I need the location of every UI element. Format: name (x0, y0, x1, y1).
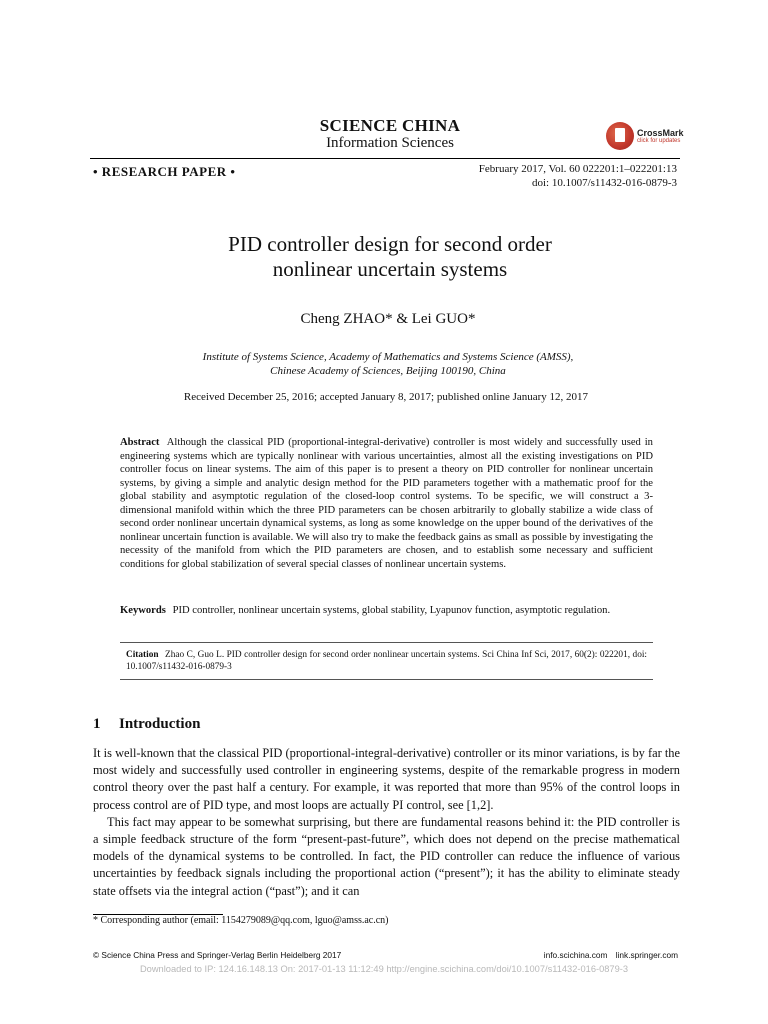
body-text (93, 745, 680, 900)
crossmark-badge[interactable] (606, 122, 684, 150)
abstract (120, 436, 653, 571)
paragraph-2: This fact may appear to be somewhat surprising, but there are fundamental reasons behind it: the PID controller is a simple feedback structure of the form “present-past-future”, which does not depend on the precise mathematical models of the dynamical systems to be controlled. In fact, the PID controller can reduce the influence of various uncertainties by feedback signals including the proportional action (“present”); it has the ability to eliminate steady state offsets via the integral action (“past”); and it can (93, 814, 680, 898)
journal-subtitle: Information Sciences (326, 135, 454, 151)
keywords-label: Keywords (120, 605, 166, 616)
publication-doi[interactable]: doi: 10.1007/s11432-016-0879-3 (531, 177, 677, 189)
abstract-text: Although the classical PID (proportional-integral-derivative) controller is most widely and successfully used in engineering systems which are typically nonlinear with various uncertainties, almost all the existing investigations on PID controller focus on linear systems. The aim of this paper is to present a theory on PID controller for nonlinear uncertain systems, by giving a simple and analytic design method for the PID parameters together with a mathematic proof for the global stability and asymptotic regulation of the closed-loop control systems. To be specific, we will construct a 3-dimensional manifold within which the three PID parameters can be chosen arbitrarily to globally stabilize a wide class of second order nonlinear uncertain dynamical systems, as long as some knowledge on the upper bound of the derivatives of the nonlinear uncertain function is available. We will also try to make the feedback gains as small as possible by investigating the necessity of the manifold from which the PID parameters are chosen, and to establish some necessary and sufficient conditions for global stabilization of several special classes of nonlinear uncertain systems. (120, 437, 653, 570)
section-number: 1 (93, 716, 101, 732)
keywords (120, 604, 653, 618)
section-heading (93, 716, 200, 733)
received-dates: Received December 25, 2016; accepted January 8, 2017; published online January 12, 2017 (183, 391, 589, 403)
paragraph-1: It is well-known that the classical PID (proportional-integral-derivative) controller or its minor variations, is by far the most widely and successfully used controller in engineering systems, despite of the remarkable progress in modern control theory over the past half a century. For example, it was reported that more than 95% of the control loops in process control are of PID type, and most loops are actually PI control, see [1,2]. (93, 746, 680, 812)
citation-label: Citation (126, 650, 159, 660)
crossmark-sub-label: click for updates (637, 137, 681, 144)
footnote: * Corresponding author (email: 1154279089@qq.com, lguo@amss.ac.cn) (93, 915, 389, 926)
paper-title-line-1: PID controller design for second order (228, 232, 552, 256)
publication-info (380, 162, 677, 190)
affiliation (0, 350, 768, 378)
section-title: Introduction (119, 716, 201, 732)
affiliation-line-1: Institute of Systems Science, Academy of Mathematics and Systems Science (AMSS), (202, 351, 574, 363)
paper-title (0, 232, 768, 282)
download-watermark: Downloaded to IP: 124.16.148.13 On: 2017-01-13 11:12:49 http://engine.scichina.com/doi/10.1007/s11432-016-0879-3 (139, 964, 629, 974)
section-label: • RESEARCH PAPER • (93, 164, 236, 179)
publication-volume: February 2017, Vol. 60 022201:1–022201:13 (478, 163, 677, 175)
footer-links[interactable]: info.scichina.com link.springer.com (543, 950, 678, 960)
crossmark-label: CrossMark (637, 127, 684, 138)
citation-text: Zhao C, Guo L. PID controller design for second order nonlinear uncertain systems. Sci China Inf Sci, 2017, 60(2): 022201, doi: 10.1007/s11432-016-0879-3 (126, 650, 648, 672)
paper-title-line-2: nonlinear uncertain systems (272, 257, 508, 281)
abstract-label: Abstract (120, 437, 160, 448)
journal-name: SCIENCE CHINA (319, 116, 461, 135)
crossmark-icon (606, 122, 634, 150)
keywords-text: PID controller, nonlinear uncertain systems, global stability, Lyapunov function, asymptotic regulation. (172, 605, 611, 616)
citation-box (120, 642, 653, 680)
copyright-footer: © Science China Press and Springer-Verlag Berlin Heidelberg 2017 (93, 950, 342, 960)
paper-authors: Cheng ZHAO* & Lei GUO* (300, 311, 476, 327)
header-rule (90, 158, 680, 159)
affiliation-line-2: Chinese Academy of Sciences, Beijing 100190, China (270, 365, 506, 377)
